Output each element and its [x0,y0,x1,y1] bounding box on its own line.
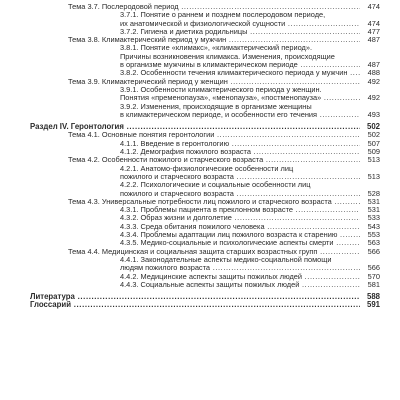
toc-topic-entry [0,198,400,206]
toc-subtopic-entry [0,231,400,239]
toc-page-number: 566 [367,246,380,256]
toc-subtopic-entry [0,69,400,77]
toc-entry-title [68,198,360,206]
toc-entry-line: Тема 4.3. Универсальные потребности лиц пожилого и старческого возраста ..... [68,198,360,206]
toc-entry-title [68,3,360,11]
toc-page-number: 533 [367,213,380,223]
toc-entry-line: 4.1.1. Введение в геронтологию ..... [120,140,360,148]
toc-entry-line: 4.2.2. Психологические и социальные особенности лиц [120,181,311,190]
toc-subtopic-entry [0,148,400,156]
toc-entry-line: 4.3.3. Среда обитания пожилого человека ..... [120,223,360,231]
toc-page-number: 488 [367,68,380,78]
toc-entry-line: 3.7.1. Понятие о раннем и позднем послеродовом периоде, [120,11,326,20]
toc-page-number: 513 [367,155,380,165]
toc-page-number: 507 [367,138,380,148]
toc-page-number: 543 [367,221,380,231]
toc-page-number: 588 [366,292,380,302]
toc-entry-line: Причины возникновения климакса. Изменения, происходящие [120,52,335,61]
toc-entry-title [120,165,360,182]
toc-entry-line: Раздел IV. Геронтология ..... [30,123,360,131]
toc-entry-line: 4.3.5. Медико-социальные и психологические аспекты смерти ..... [120,239,360,247]
toc-page-number: 513 [367,171,380,181]
toc-entry-line: Тема 4.1. Основные понятия геронтологии ..... [68,131,360,139]
toc-page-number: 581 [367,279,380,289]
toc-page-number: 502 [366,122,380,132]
toc-subtopic-entry [0,103,400,120]
toc-entry-line: 3.7.2. Гигиена и диетика родильницы ..... [120,28,360,36]
toc-entry-title [68,36,360,44]
toc-topic-entry [0,156,400,164]
toc-page-number: 509 [367,147,380,157]
toc-page-number: 570 [367,271,380,281]
toc-entry-title [120,206,360,214]
toc-entry-title [30,301,360,309]
toc-page-number: 487 [367,35,380,45]
toc-entry-title [30,293,360,301]
toc-page-number: 474 [367,2,380,11]
toc-entry-line: 4.4.2. Медицинские аспекты защиты пожилых людей ..... [120,273,360,281]
toc-page-number: 563 [367,238,380,248]
toc-entry-line: Тема 3.9. Климактерический период у женщин ..... [68,78,360,86]
toc-page-number: 591 [366,300,380,310]
toc-entry-title [68,78,360,86]
toc-subtopic-entry [0,140,400,148]
toc-entry-line: 3.8.1. Понятие «климакс», «климактерический период». [120,44,313,53]
toc-entry-line: 4.3.4. Проблемы адаптации лиц пожилого возраста к старению ..... [120,231,360,239]
toc-entry-title [120,281,360,289]
toc-entry-title [68,248,360,256]
toc-entry-line: пожилого и старческого возраста ..... [120,190,360,198]
toc-subtopic-entry [0,11,400,28]
toc-entry-line: 4.2.1. Анатомо-физиологические особенности лиц [120,164,294,173]
toc-page-number: 493 [367,109,380,119]
toc-entry-line: Тема 4.4. Медицинская и социальная защита старших возрастных групп ..... [68,248,360,256]
toc-page-number: 492 [367,76,380,86]
toc-entry-title [30,123,360,131]
toc-page-number: 531 [367,196,380,206]
toc-page-number: 553 [367,230,380,240]
toc-subtopic-entry [0,28,400,36]
toc-subtopic-entry [0,53,400,70]
toc-entry-line: Литература ..... [30,293,360,301]
toc-entry-title [120,256,360,273]
toc-topic-entry [0,78,400,86]
toc-entry-title [120,53,360,70]
toc-subtopic-entry [0,239,400,247]
toc-entry-title [120,181,360,198]
toc-entry-title [68,131,360,139]
toc-entry-title [120,273,360,281]
toc-subtopic-entry [0,206,400,214]
toc-page-number: 531 [367,205,380,215]
toc-entry-line: их анатомической и физиологической сущности ..... [120,20,360,28]
toc-section-entry [0,293,400,301]
toc-subtopic-entry [0,273,400,281]
toc-entry-line: Понятия «пременопауза», «менопауза», «постменопауза» ..... [120,94,360,102]
toc-entry-title [120,214,360,222]
toc-topic-entry [0,3,400,11]
toc-entry-title [120,103,360,120]
toc-entry-title [120,148,360,156]
toc-entry-line: в климактерическом периоде, и особенности его течения ..... [120,111,360,119]
toc-entry-title [120,28,360,36]
toc-entry-title [120,223,360,231]
toc-subtopic-entry [0,44,400,52]
toc-subtopic-entry [0,165,400,182]
toc-entry-line: в организме мужчины в климактерическом периоде ..... [120,61,360,69]
toc-entry-title [120,239,360,247]
toc-topic-entry [0,36,400,44]
toc-subtopic-entry [0,214,400,222]
toc-topic-entry [0,131,400,139]
toc-entry-line: Тема 4.2. Особенности пожилого и старческого возраста ..... [68,156,360,164]
toc-subtopic-entry [0,86,400,94]
toc-page-number: 502 [367,130,380,140]
toc-entry-title [120,94,360,102]
toc-entry-line: Тема 3.7. Послеродовой период ..... [68,3,360,11]
toc-subtopic-entry [0,281,400,289]
toc-entry-title [120,86,360,94]
toc-entry-title [120,69,360,77]
toc-section-entry [0,123,400,131]
toc-entry-line: Глоссарий ..... [30,301,360,309]
toc-page-number: 474 [367,18,380,28]
toc-subtopic-entry [0,94,400,102]
toc-entry-title [120,44,360,52]
toc-page-number: 528 [367,188,380,198]
toc-entry-line: людям пожилого возраста ..... [120,264,360,272]
toc-topic-entry [0,248,400,256]
toc-entry-line: Тема 3.8. Климактерический период у мужчин ..... [68,36,360,44]
toc-page-number: 492 [367,93,380,103]
toc-entry-line: 3.9.1. Особенности климактерического периода у женщин. [120,85,322,94]
toc-section-entry [0,301,400,309]
toc-page-number: 566 [367,263,380,273]
toc-entry-title [120,231,360,239]
toc-entry-line: 4.3.2. Образ жизни и долголетие ..... [120,214,360,222]
toc-entry-line: пожилого и старческого возраста ..... [120,173,360,181]
toc-entry-line: 4.1.2. Демография пожилого возраста ..... [120,148,360,156]
toc-subtopic-entry [0,181,400,198]
toc-subtopic-entry [0,223,400,231]
toc-entry-title [68,156,360,164]
toc-page-number: 477 [367,26,380,36]
toc-page-number: 487 [367,60,380,70]
toc-entry-line: 3.9.2. Изменения, происходящие в организме женщины [120,102,312,111]
toc-entry-line: 4.4.3. Социальные аспекты защиты пожилых людей ..... [120,281,360,289]
toc-entry-line: 4.3.1. Проблемы пациента в преклонном возрасте ..... [120,206,360,214]
toc-subtopic-entry [0,256,400,273]
toc-entry-title [120,140,360,148]
toc-entry-title [120,11,360,28]
toc-entry-line: 4.4.1. Законодательные аспекты медико-социальной помощи [120,255,332,264]
toc-entry-line: 3.8.2. Особенности течения климактерического периода у мужчин ..... [120,69,360,77]
